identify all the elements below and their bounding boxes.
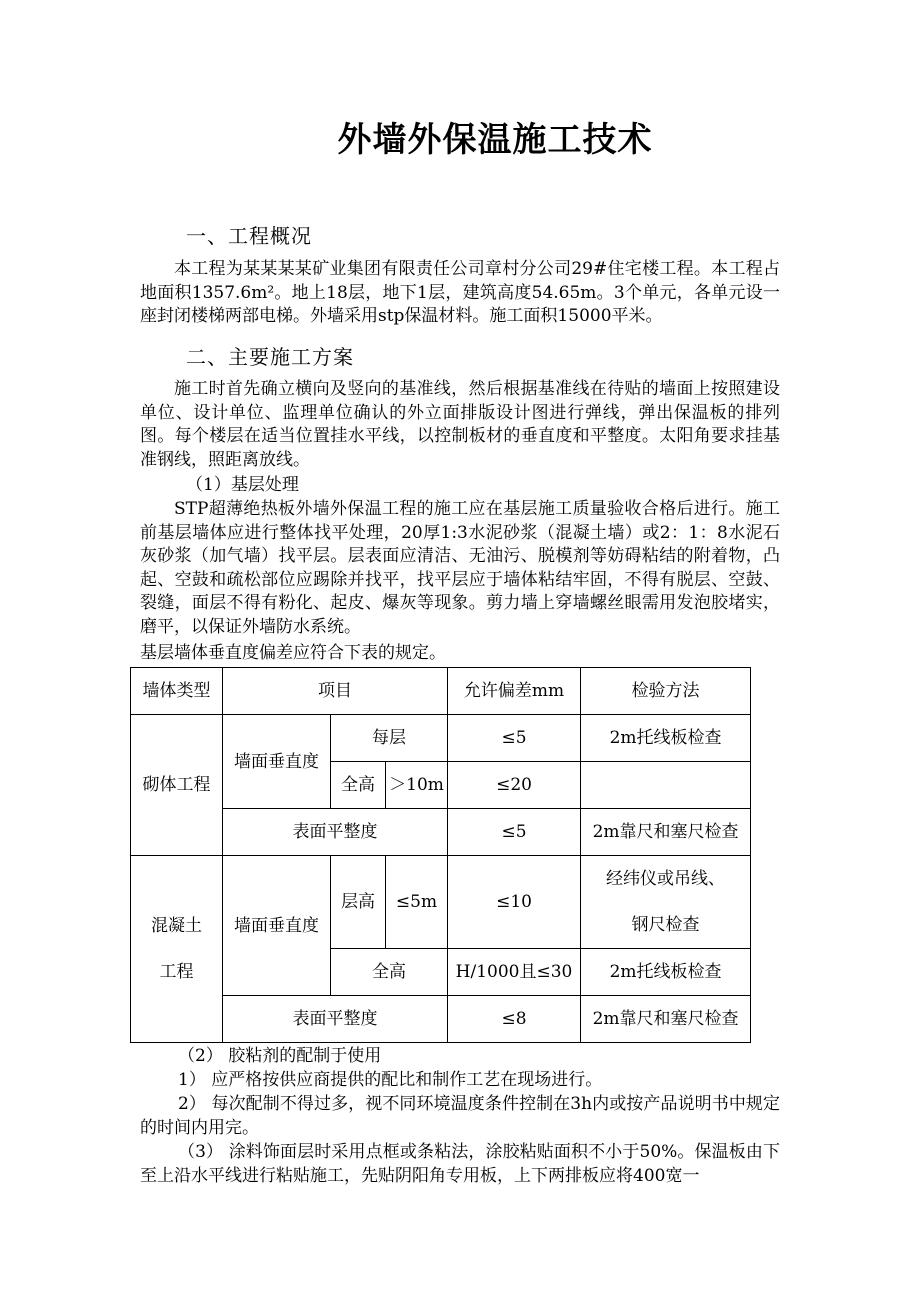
concrete-floor-method-line2: 钢尺检查 — [631, 915, 700, 935]
concrete-floor-height-condition: ≤5m — [386, 856, 448, 949]
masonry-full-height-condition: ＞10m — [386, 762, 448, 809]
base-treatment-paragraph: STP超薄绝热板外墙外保温工程的施工应在基层施工质量验收合格后进行。施工前基层墙体应进行整体找平处理，20厚1:3水泥砂浆（混凝土墙）或2：1：8水泥石灰砂浆（加气墙）找平层。层表面应清洁、无油污、脱模剂等妨碍粘结的附着物，凸起、空鼓和疏松部位应踢除并找平，找平层应于墙体粘结牢固，不得有脱层、空鼓、裂缝，面层不得有粉化、起皮、爆灰等现象。剪力墙上穿墙螺丝眼需用发泡胶堵实，磨平，以保证外墙防水系统。 — [140, 499, 780, 637]
table-row — [131, 856, 751, 949]
document-title: 外墙外保温施工技术 — [337, 120, 653, 160]
header-wall-type: 墙体类型 — [131, 668, 223, 715]
tolerance-table — [130, 667, 751, 1043]
table-header-row — [131, 668, 751, 715]
coating-paragraph: （3） 涂料饰面层时采用点框或条粘法，涂胶粘贴面积不小于50%。保温板由下至上沿水平线进行粘贴施工，先贴阴阳角专用板，上下两排板应将400宽一 — [140, 1142, 780, 1186]
subsection-title-base: （1）基层处理 — [186, 475, 299, 495]
concrete-flatness-cell: 表面平整度 — [223, 996, 448, 1043]
masonry-vertical-cell: 墙面垂直度 — [223, 715, 331, 809]
overview-paragraph: 本工程为某某某某矿业集团有限责任公司章村分公司29#住宅楼工程。本工程占地面积1357.6m²。地上18层，地下1层，建筑高度54.65m。3个单元，各单元设一座封闭楼梯两部电梯。外墙采用stp保温材料。施工面积15000平米。 — [140, 259, 780, 327]
masonry-per-floor-method: 2m托线板检查 — [581, 715, 751, 762]
concrete-type-cell — [131, 856, 223, 1043]
header-tolerance: 允许偏差mm — [448, 668, 581, 715]
concrete-type-line1: 混凝土 — [151, 916, 202, 936]
table-intro: 基层墙体垂直度偏差应符合下表的规定。 — [140, 643, 446, 663]
adhesive-item-1: 1） 应严格按供应商提供的配比和制作工艺在现场进行。 — [178, 1070, 603, 1090]
masonry-per-floor-tolerance: ≤5 — [448, 715, 581, 762]
concrete-vertical-cell: 墙面垂直度 — [223, 856, 331, 996]
subsection-title-adhesive: （2） 胶粘剂的配制于使用 — [178, 1046, 382, 1066]
masonry-flatness-method: 2m靠尺和塞尺检查 — [581, 809, 751, 856]
concrete-full-height-method: 2m托线板检查 — [581, 949, 751, 996]
concrete-full-height-tolerance: H/1000且≤30 — [448, 949, 581, 996]
concrete-flatness-tolerance: ≤8 — [448, 996, 581, 1043]
concrete-floor-method-line1: 经纬仪或吊线、 — [606, 869, 726, 889]
header-item: 项目 — [223, 668, 448, 715]
masonry-flatness-cell: 表面平整度 — [223, 809, 448, 856]
concrete-floor-height-tolerance: ≤10 — [448, 856, 581, 949]
masonry-type-cell: 砌体工程 — [131, 715, 223, 856]
concrete-flatness-method: 2m靠尺和塞尺检查 — [581, 996, 751, 1043]
section-heading-overview: 一、工程概况 — [186, 224, 312, 248]
concrete-floor-height-method — [581, 856, 751, 949]
concrete-full-height-cell: 全高 — [331, 949, 448, 996]
masonry-flatness-tolerance: ≤5 — [448, 809, 581, 856]
table-row — [131, 809, 751, 856]
masonry-full-height-cell: 全高 — [331, 762, 386, 809]
concrete-floor-height-cell: 层高 — [331, 856, 386, 949]
section-heading-plan: 二、主要施工方案 — [186, 345, 354, 369]
table-row — [131, 996, 751, 1043]
adhesive-item-2: 2） 每次配制不得过多，视不同环境温度条件控制在3h内或按产品说明书中规定的时间内用完。 — [140, 1094, 780, 1138]
concrete-type-line2: 工程 — [159, 962, 194, 982]
masonry-per-floor-cell: 每层 — [331, 715, 448, 762]
masonry-full-height-tolerance: ≤20 — [448, 762, 581, 809]
header-method: 检验方法 — [581, 668, 751, 715]
plan-intro-paragraph: 施工时首先确立横向及竖向的基准线，然后根据基准线在待贴的墙面上按照建设单位、设计单位、监理单位确认的外立面排版设计图进行弹线，弹出保温板的排列图。每个楼层在适当位置挂水平线，以控制板材的垂直度和平整度。太阳角要求挂基准钢线，照距离放线。 — [140, 379, 780, 470]
masonry-full-height-method — [581, 762, 751, 809]
table-row — [131, 715, 751, 762]
